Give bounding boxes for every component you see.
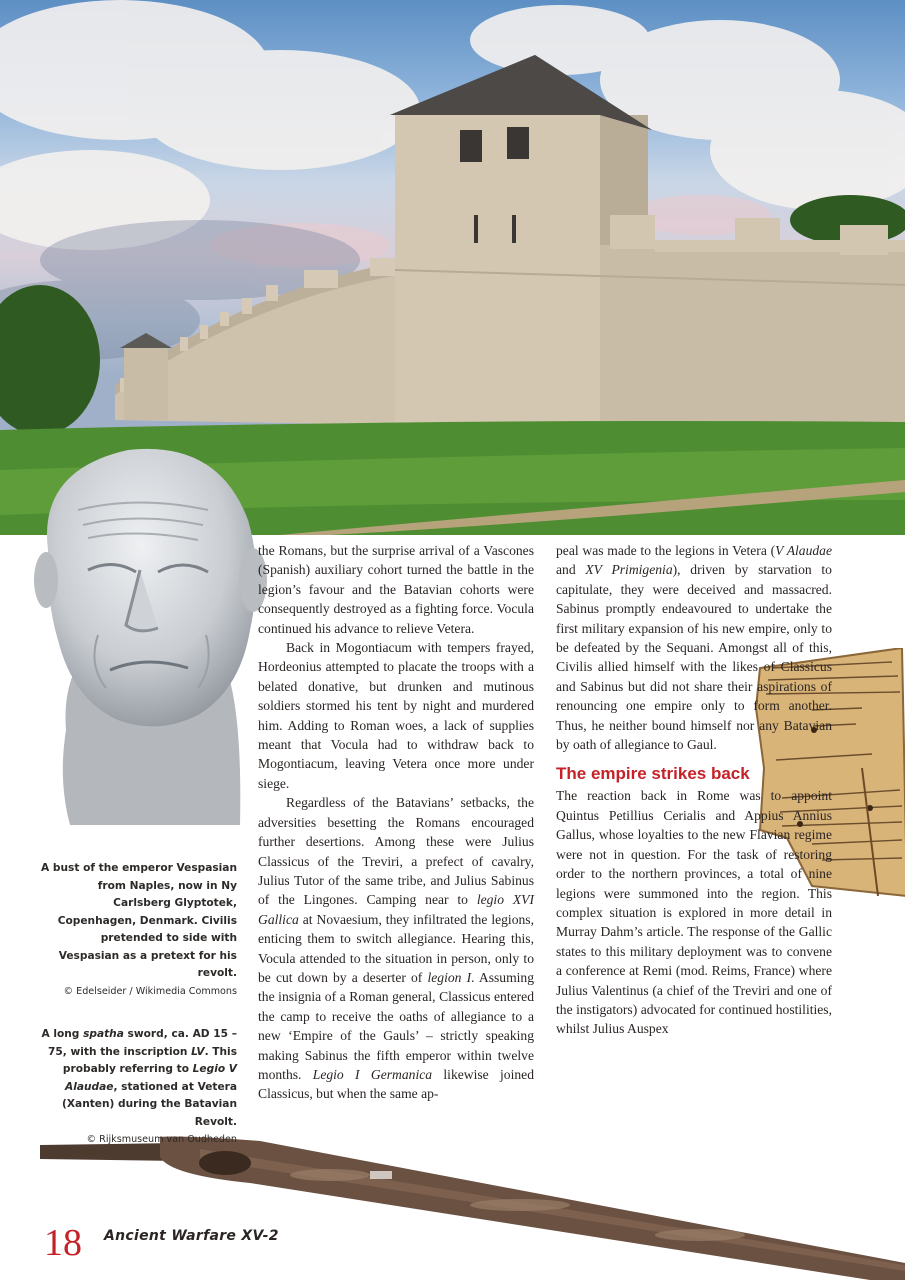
page-number: 18 xyxy=(44,1222,82,1264)
bust-photo-credit: © Edelseider / Wikimedia Commons xyxy=(63,985,237,997)
paragraph: Back in Mogontiacum with tempers frayed, Hordeonius attempted to placate the troops with a belated donative, but drunken and mutinous soldiers stormed his tent by night and murdered him. Adding to Roman woes, a lack of supplies meant that Vocula had to withdraw back to Mogontiacum, leaving Vetera once more under siege. xyxy=(258,640,534,791)
sword-caption-text-b: sword, ca. AD 15 – 75, with the inscription xyxy=(48,1028,237,1058)
paragraph: the Romans, but the surprise arrival of a Vascones (Spanish) auxiliary cohort turned the battle in the legion’s favour and the Batavian cohorts were consequently destroyed as a fighting force. Vocula continued his advance to relieve Vetera. xyxy=(258,543,534,636)
sword-photo-credit: © Rijksmuseum van Oudheden xyxy=(86,1134,237,1145)
legion-name: Legio I Germanica xyxy=(312,1066,433,1082)
sword-caption xyxy=(37,1026,237,1149)
sword-caption-spatha: spatha xyxy=(83,1028,124,1040)
text-run: likewise joined Classicus, but when the same ap- xyxy=(258,1066,535,1102)
article-column-2 xyxy=(556,541,832,1039)
bust-caption-text: A bust of the emperor Vespasian from Naples, now in Ny Carlsberg Glyptotek, Copenhagen, Denmark. Civilis pretended to side with Vespasian as a pretext for his revolt. xyxy=(41,862,237,979)
legion-name: V Alaudae xyxy=(775,543,832,558)
text-run: and xyxy=(556,562,586,578)
text-run: peal was made to the legions in Vetera ( xyxy=(556,543,776,558)
paragraph xyxy=(258,793,534,1104)
legion-name: XV Primigenia xyxy=(585,562,673,578)
article-column-1 xyxy=(258,541,534,1104)
text-run: Regardless of the Batavians’ setbacks, the adversities besetting the Romans encouraged further desertions. Among these were Julius Classicus of the Treviri, a prefect of cavalry, Julius Tutor of the same tribe, and Julius Sabinus of the Lingones. Camping near to xyxy=(258,795,534,908)
text-run: ), driven by starvation to capitulate, they were deceived and massacred. Sabinus promptly endeavoured to undertake the first military expansion of his new empire, only to be defeated by the Sequani. Amongst all of this, Civilis allied himself with the likes of Classicus and Sabinus but did not share their aspirations of renouncing one empire only to form another. Thus, he neither bound himself nor any Batavian by oath of allegiance to Gaul. xyxy=(556,562,832,753)
spatha-sword-image xyxy=(0,1135,905,1280)
publication-name: Ancient Warfare XV-2 xyxy=(104,1228,279,1244)
sword-caption-text-a: A long xyxy=(41,1028,84,1040)
sword-caption-legion: Legio V Alaudae xyxy=(65,1063,237,1093)
sword-caption-inscription: LV xyxy=(191,1045,205,1058)
paragraph xyxy=(556,541,832,754)
legion-name: legio XVI Gallica xyxy=(258,892,534,927)
bust-caption xyxy=(37,860,237,1000)
text-run: . Assuming the insignia of a Roman general, Classicus entered the camp to receive the oaths of allegiance to a new ‘Empire of the Gauls’ – strictly speaking making Sabinus the fifth emperor within twelve months. xyxy=(258,969,535,1082)
vespasian-bust-image xyxy=(18,430,270,830)
section-subheading: The empire strikes back xyxy=(556,764,750,784)
sword-caption-text-c: . This probably referring to xyxy=(62,1045,237,1075)
sword-caption-text-d: , stationed at Vetera (Xanten) during the Batavian Revolt. xyxy=(62,1080,237,1128)
legion-name: legion I xyxy=(427,969,472,985)
paragraph: The reaction back in Rome was to appoint Quintus Petillius Cerialis and Appius Annius Gallus, whose loyalties to the new Flavian regime were not in question. For the task of restoring order to the northern provinces, a total of nine legions were summoned into the region. This complex situation is explored in more detail in Murray Dahm’s article. The response of the Gallic states to this military deployment was to convene a conference at Remi (mod. Reims, France) where Julius Valentinus (a chief of the Treviri and one of the instigators) advocated for continued hostilities, whilst Julius Auspex xyxy=(556,788,832,1037)
text-run: at Novaesium, they infiltrated the legions, enticing them to switch allegiance. Hearing this, Vocula attended to the situation in person, only to be cut down by a deserter of xyxy=(258,911,534,985)
